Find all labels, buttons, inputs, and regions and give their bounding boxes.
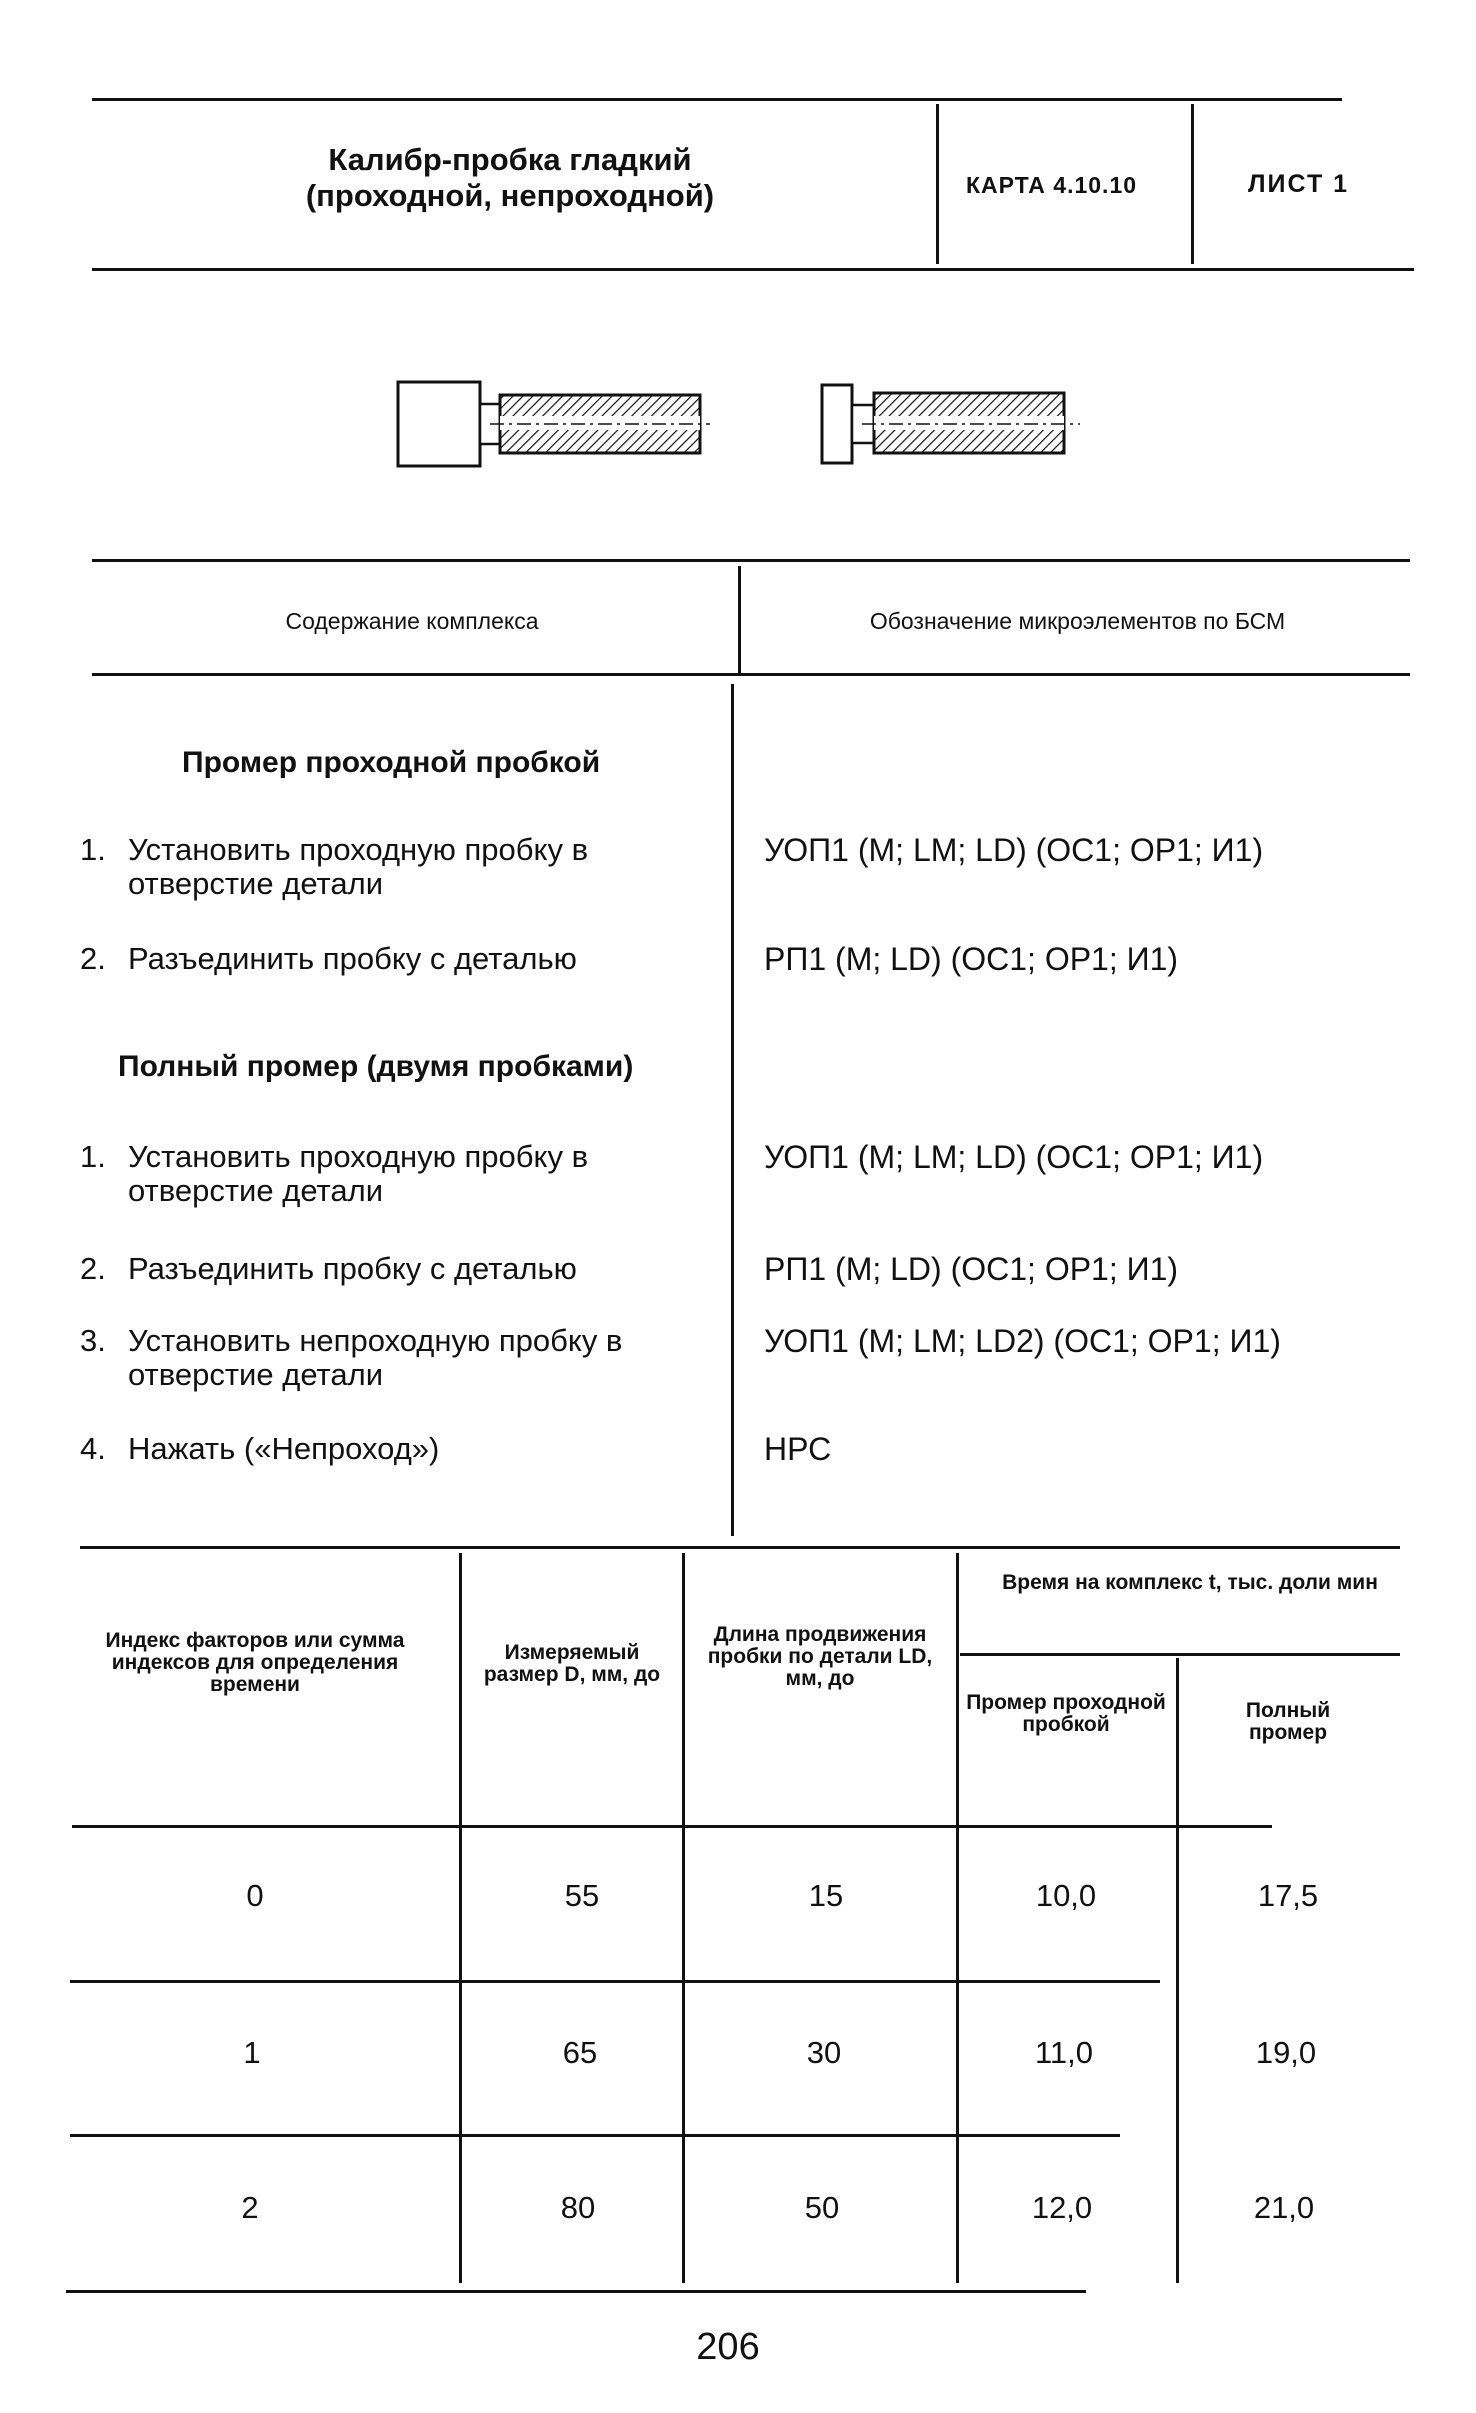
column-header-codes: Обозначение микроэлементов по БСМ — [869, 608, 1286, 634]
table-cell: 65 — [562, 2035, 598, 2070]
step-full-4 — [80, 1432, 740, 1472]
step-number: 4. — [80, 1431, 106, 1466]
table-cell: 30 — [806, 2035, 842, 2070]
time-table-head-rule — [72, 1825, 1272, 1828]
time-header-group: Время на комплекс t, тыс. доли мин — [1002, 1571, 1378, 1594]
header-bottom-rule — [92, 268, 1414, 271]
time-col-divider-3 — [956, 1553, 959, 2283]
step-text: Нажать («Непроход») — [128, 1431, 440, 1466]
header-divider-1 — [936, 104, 939, 264]
content-table-top-rule — [92, 559, 1410, 562]
table-cell: 50 — [804, 2190, 840, 2225]
step-go-1 — [80, 833, 740, 903]
table-cell: 80 — [560, 2190, 596, 2225]
step-text: Установить непроходную пробку в отверстие детали — [128, 1323, 623, 1392]
step-full-3 — [80, 1324, 740, 1394]
time-header-index: Индекс факторов или сумма индексов для определения времени — [105, 1629, 405, 1696]
step-text: Разъединить пробку с деталью — [128, 1251, 577, 1286]
step-number: 2. — [80, 941, 106, 976]
table-cell: 12,0 — [1031, 2190, 1093, 2225]
step-go-2 — [80, 942, 740, 982]
step-text: Установить проходную пробку в отверстие детали — [128, 832, 589, 901]
step-code: УОП1 (M; LM; LD) (OC1; OP1; И1) — [764, 1139, 1264, 1175]
gauge-drawings — [380, 360, 1120, 490]
table-cell: 55 — [564, 1878, 600, 1913]
time-header-full: Полный промер — [1245, 1699, 1331, 1744]
title-line-2: (проходной, непроходной) — [305, 178, 715, 213]
time-header-pass: Промер проходной пробкой — [966, 1691, 1166, 1736]
time-col-divider-1 — [459, 1553, 462, 2283]
section-title-full: Полный промер (двумя пробками) — [118, 1050, 634, 1083]
sheet-number: ЛИСТ 1 — [1248, 170, 1350, 198]
time-table-bottom-rule — [66, 2290, 1086, 2293]
table-cell: 15 — [808, 1878, 844, 1913]
table-cell: 10,0 — [1035, 1878, 1097, 1913]
step-code: УОП1 (M; LM; LD2) (OC1; OP1; И1) — [764, 1323, 1281, 1359]
content-table-divider — [738, 566, 741, 674]
title-line-1: Калибр-пробка гладкий — [328, 142, 692, 177]
step-number: 1. — [80, 1139, 106, 1174]
step-full-1 — [80, 1140, 740, 1210]
column-header-content: Содержание комплекса — [285, 608, 539, 634]
step-text: Разъединить пробку с деталью — [128, 941, 577, 976]
step-text: Установить проходную пробку в отверстие детали — [128, 1139, 589, 1208]
table-cell: 19,0 — [1255, 2035, 1317, 2070]
table-cell: 1 — [243, 2035, 261, 2070]
step-number: 3. — [80, 1323, 106, 1358]
time-col-divider-2 — [682, 1553, 685, 2283]
step-code: РП1 (M; LD) (OC1; OP1; И1) — [764, 941, 1179, 977]
time-col-divider-4 — [1176, 1658, 1179, 2283]
step-code: НРС — [764, 1431, 832, 1467]
table-cell: 11,0 — [1034, 2035, 1094, 2070]
header-top-rule — [92, 98, 1342, 101]
document-title — [150, 142, 870, 214]
page-number: 206 — [696, 2326, 760, 2368]
step-code: РП1 (M; LD) (OC1; OP1; И1) — [764, 1251, 1179, 1287]
table-cell: 2 — [241, 2190, 259, 2225]
table-cell: 17,5 — [1257, 1878, 1319, 1913]
no-go-gauge-drawing — [822, 385, 1080, 463]
time-header-size: Измеряемый размер D, мм, до — [483, 1641, 661, 1686]
step-code: УОП1 (M; LM; LD) (OC1; OP1; И1) — [764, 832, 1264, 868]
time-table-row-rule-1 — [70, 1980, 1160, 1983]
time-table-row-rule-2 — [70, 2134, 1120, 2137]
content-table-head-rule — [92, 673, 1410, 676]
step-number: 1. — [80, 832, 106, 867]
go-gauge-drawing — [398, 382, 710, 466]
table-cell: 0 — [246, 1878, 264, 1913]
table-cell: 21,0 — [1253, 2190, 1315, 2225]
time-table-top-rule — [80, 1546, 1400, 1549]
step-full-2 — [80, 1252, 740, 1292]
step-number: 2. — [80, 1251, 106, 1286]
time-header-length: Длина продвижения пробки по детали LD, мм, до — [707, 1623, 933, 1690]
header-divider-2 — [1191, 104, 1194, 264]
content-table-divider-body — [731, 684, 734, 1536]
card-number: КАРТА 4.10.10 — [966, 172, 1138, 198]
time-group-rule — [960, 1653, 1400, 1656]
section-title-go: Промер проходной пробкой — [182, 746, 601, 779]
